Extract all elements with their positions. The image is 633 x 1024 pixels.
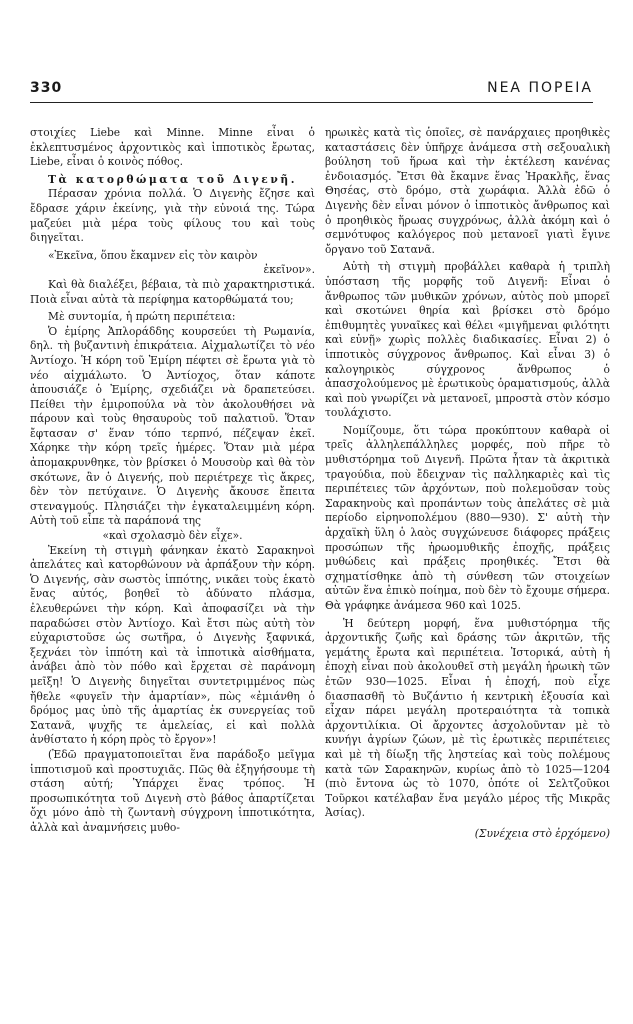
journal-title: ΝΕΑ ΠΟΡΕΙΑ bbox=[487, 80, 593, 96]
page-header bbox=[30, 80, 593, 103]
paragraph: Νομίζουμε, ὅτι τώρα προκύπτουν καθαρὰ οἱ τρεῖς ἀλληλεπάλληλες μορφές, ποὺ πῆρε τὸ μυθιστόρημα τοῦ Διγενῆ. Πρῶτα ἦταν τὰ ἀκριτικὰ τραγούδια, ποὺ ἔδειχναν τὶς παλληκαριὲς καὶ τὶς περιπέτειες τῶν ἀρχόντων, ποὺ πολεμοῦσαν τοὺς Σαρακηνοὺς καὶ προπάντων τοὺς ἀπελάτες σὲ μιὰ περίοδο εἰρηνοπολέμου (880—930). Σ' αὐτὴ τὴν ἀρχαϊκὴ ὕλη ὁ λαὸς συγχώνευσε διάφορες πράξεις προσώπων τῆς ἡρωομυθικῆς ἐποχῆς, πράξεις μυθώδεις καὶ πράξεις προηθικές. Ἔτσι θὰ σχηματίσθηκε ἀπὸ τὴ σύνθεση τῶν στοιχείων αὐτῶν ἕνα ἐπικὸ ποίημα, ποὺ δὲν τὸ ἔχουμε σήμερα. Θὰ γράφηκε ἀνάμεσα 960 καὶ 1025. bbox=[325, 423, 610, 612]
quote-line: ἐκεῖνον». bbox=[263, 263, 315, 277]
right-column bbox=[325, 126, 610, 842]
section-heading: Τὰ κατορθώματα τοῦ Διγενῆ. bbox=[48, 172, 298, 186]
paragraph: Αὐτὴ τὴ στιγμὴ προβάλλει καθαρὰ ἡ τριπλὴ ὑπόσταση τῆς μορφῆς τοῦ Διγενῆ: Εἶναι ὁ ἄνθρωπος τῶν μυθικῶν χρόνων, αὐτὸς ποὺ μπορεῖ καὶ σκοτώνει θηρία καὶ βρίσκει στὸ δρόμο ἐπιθυμητὲς γυναῖκες καὶ θέλει «μιγῆμεναι φιλότητι καὶ εὐνῇ» χωρὶς πολλὲς διαδικασίες. Εἶναι 2) ὁ ἱπποτικὸς σύγχρονος ἄνθρωπος. Καὶ εἶναι 3) ὁ καλογηρικὸς σύγχρονος ἄνθρωπος ὁ ἀπασχολούμενος μὲ ἐρωτικοὺς ὁραματισμούς, ἀλλὰ καὶ ποὺ γνωρίζει νὰ μετανοεῖ, μπροστὰ στὸν κόσμο τουλάχιστο. bbox=[325, 260, 610, 420]
paragraph: Ἡ δεύτερη μορφή, ἕνα μυθιστόρημα τῆς ἀρχοντικῆς ζωῆς καὶ δράσης τῶν ἀκριτῶν, τῆς γεμάτης ἔρωτα καὶ περιπέτεια. Ἱστορικά, αὐτὴ ἡ ἐποχὴ εἶναι ποὺ ἀκολουθεῖ στὴ μεγάλη ἡρωικὴ τῶν ἐτῶν 930—1025. Εἶναι ἡ ἐποχή, ποὺ εἶχε διασπασθῆ τὸ Βυζάντιο ἡ κεντρικὴ ἐξουσία καὶ εἶχαν πάρει μεγάλη προτεραιότητα τὰ τοπικὰ ἀρχοντιλίκια. Οἱ ἄρχοντες ἀσχολοῦνταν μὲ τὸ κυνήγι ἀγρίων ζώων, μὲ τὶς ἐρωτικὲς περιπέτειες καὶ μὲ τὴ δίωξη τῆς ληστείας καὶ τοὺς πολέμους κατὰ τῶν Σαρακηνῶν, κυρίως ἀπὸ τὸ 1025—1204 (πιὸ ἔντονα ὡς τὸ 1070, ὁπότε οἱ Σελτζοῦκοι Τοῦρκοι κατέλαβαν ἕνα μεγάλο μέρος τῆς Μικρᾶς Ἀσίας). bbox=[325, 616, 610, 820]
paragraph: Ὁ ἐμίρης Ἀπλοράδδης κουρσεύει τὴ Ρωμανία, δηλ. τὴ βυζαντινὴ ἐπικράτεια. Αἰχμαλωτίζει τὸ νέο Ἀντίοχο. Ἡ κόρη τοῦ Ἐμίρη πέφτει σὲ ἔρωτα γιὰ τὸ νέο αἰχμάλωτο. Ὁ Ἀντίοχος, ὅταν κάποτε ἀπουσιάζε ὁ Ἐμίρης, σχεδιάζει νὰ δραπετεύσει. Πείθει τὴν ἐμιροπούλα νὰ τὸν ἀκολουθήσει νὰ πάρουν καὶ τοὺς θησαυροὺς τοῦ παλατιοῦ. Ὅταν ἔφτασαν σ' ἕναν τόπο τερπνό, πέζεψαν ἐκεῖ. Χάρηκε τὴν κόρη τρεῖς ἡμέρες. Ὅταν μιὰ μέρα ἀπομακρυνθηκε, τὸν βρίσκει ὁ Μουσοὺρ καὶ θὰ τὸν σκότωνε, ἂν ὁ Διγενής, ποὺ περιέτρεχε τὶς ἄκρες, δὲν τὸν πετύχαινε. Ὁ Διγενὴς ἄκουσε ἔπειτα στεναγμούς. Πλησιάζει τὴν ἐγκαταλειμμένη κόρη. Αὐτὴ τοῦ εἶπε τὰ παράπονά της bbox=[30, 324, 315, 528]
page-number: 330 bbox=[30, 80, 63, 96]
continuation-note: (Συνέχεια στὸ ἐρχόμενο) bbox=[474, 826, 610, 840]
paragraph: Καὶ θὰ διαλέξει, βέβαια, τὰ πιὸ χαρακτηριστικά. Ποιὰ εἶναι αὐτὰ τὰ περίφημα κατορθώματά του; bbox=[30, 277, 315, 306]
paragraph: (Ἐδῶ πραγματοποιεῖται ἕνα παράδοξο μεῖγμα ἱπποτισμοῦ καὶ προστυχιᾶς. Πῶς θὰ ἐξηγήσουμε τὴ στάση αὐτή; Ὑπάρχει ἕνας τρόπος. Ἡ προσωπικότητα τοῦ Διγενὴ στὸ βάθος ἀπαρτίζεται ὄχι μόνο ἀπὸ τὴ ζωντανὴ σύγχρονη ἱπποτικότητα, ἀλλὰ καὶ ἀναμνήσεις μυθο- bbox=[30, 747, 315, 834]
paragraph: στοιχίες Liebe καὶ Minne. Minne εἶναι ὁ ἐκλεπτυσμένος ἀρχοντικὸς καὶ ἱπποτικὸς ἔρωτας, Liebe, εἶναι ὁ κοινὸς πόθος. bbox=[30, 126, 315, 169]
quote-line: «καὶ σχολασμὸ δὲν εἶχε». bbox=[102, 529, 243, 543]
left-column bbox=[30, 126, 315, 836]
paragraph: Ἐκείνη τὴ στιγμὴ φάνηκαν ἑκατὸ Σαρακηνοὶ ἀπελάτες καὶ κατορθώνουν νὰ ἁρπάξουν τὴν κόρη. Ὁ Διγενής, σὰν σωστὸς ἱππότης, νικᾶει τοὺς ἑκατὸ ἔνας αὐτός, βοηθεῖ τὸ ἀδύνατο πλάσμα, ἐλευθερώνει τὴν κόρη. Καὶ ἀποφασίζει νὰ τὴν παραδώσει στὸν Ἀντίοχο. Καὶ ἔτσι πὼς αὐτὴ τὸν εὐχαριστοῦσε ὡς σωτῆρα, ὁ Διγενὴς ξαφνικά, ξεχνάει τὸν ἱππότη καὶ τὰ ἱπποτικὰ αἰσθήματα, ἀνάβει ἀπὸ τὸν πόθο καὶ ἔρχεται σὲ παράνομη μεῖξη! Ὁ Διγενὴς διηγεῖται συντετριμμένος πὼς ἤθελε «φυγεῖν τὴν ἁμαρτίαν», πὼς «ἐμιάνθη ὁ δρόμος μας ὑπὸ τῆς ἁμαρτίας ἐκ συνεργείας τοῦ Σατανᾶ, ψυχῆς τε ἀμελείας, εἰ καὶ πολλὰ ἀνθίστατο ἡ κόρη πρὸς τὸ ἔργον»! bbox=[30, 543, 315, 747]
paragraph: ηρωικὲς κατὰ τὶς ὁποῖες, σὲ πανάρχαιες προηθικὲς καταστάσεις δὲν ὑπῆρχε ἀνάμεσα στὴ σεξουαλικὴ βούληση τοῦ ἥρωα καὶ τὴν ἐκτέλεση κανένας ἐνδοιασμός. Ἔτσι θὰ ἔκαμνε ἕνας Ἡρακλῆς, ἕνας Θησέας, στὸ δρόμο, στὰ χωράφια. Ἀλλὰ ἐδῶ ὁ Διγενὴς δὲν εἶναι μόνον ὁ ἱπποτικὸς ἄνθρωπος καὶ ὁ προηθικὸς ἥρωας συγχρόνως, ἀλλὰ ἀκόμη καὶ ὁ σεμνότυφος καλόγερος ποὺ μετανοεῖ γιατὶ ἔγινε ὄργανο τοῦ Σατανᾶ. bbox=[325, 126, 610, 256]
paragraph: Μὲ συντομία, ἡ πρώτη περιπέτεια: bbox=[48, 310, 236, 324]
quote-line: «Ἐκεῖνα, ὅπου ἔκαμνεν εἰς τὸν καιρὸν bbox=[48, 248, 258, 262]
paragraph: Πέρασαν χρόνια πολλά. Ὁ Διγενὴς ἔζησε καὶ ἔδρασε χάριν ἐκείνης, γιὰ τὴν εὐνοιά της. Τώρα μαζεύει μιὰ μέρα τοὺς φίλους του καὶ τοὺς διηγεῖται. bbox=[30, 187, 315, 245]
